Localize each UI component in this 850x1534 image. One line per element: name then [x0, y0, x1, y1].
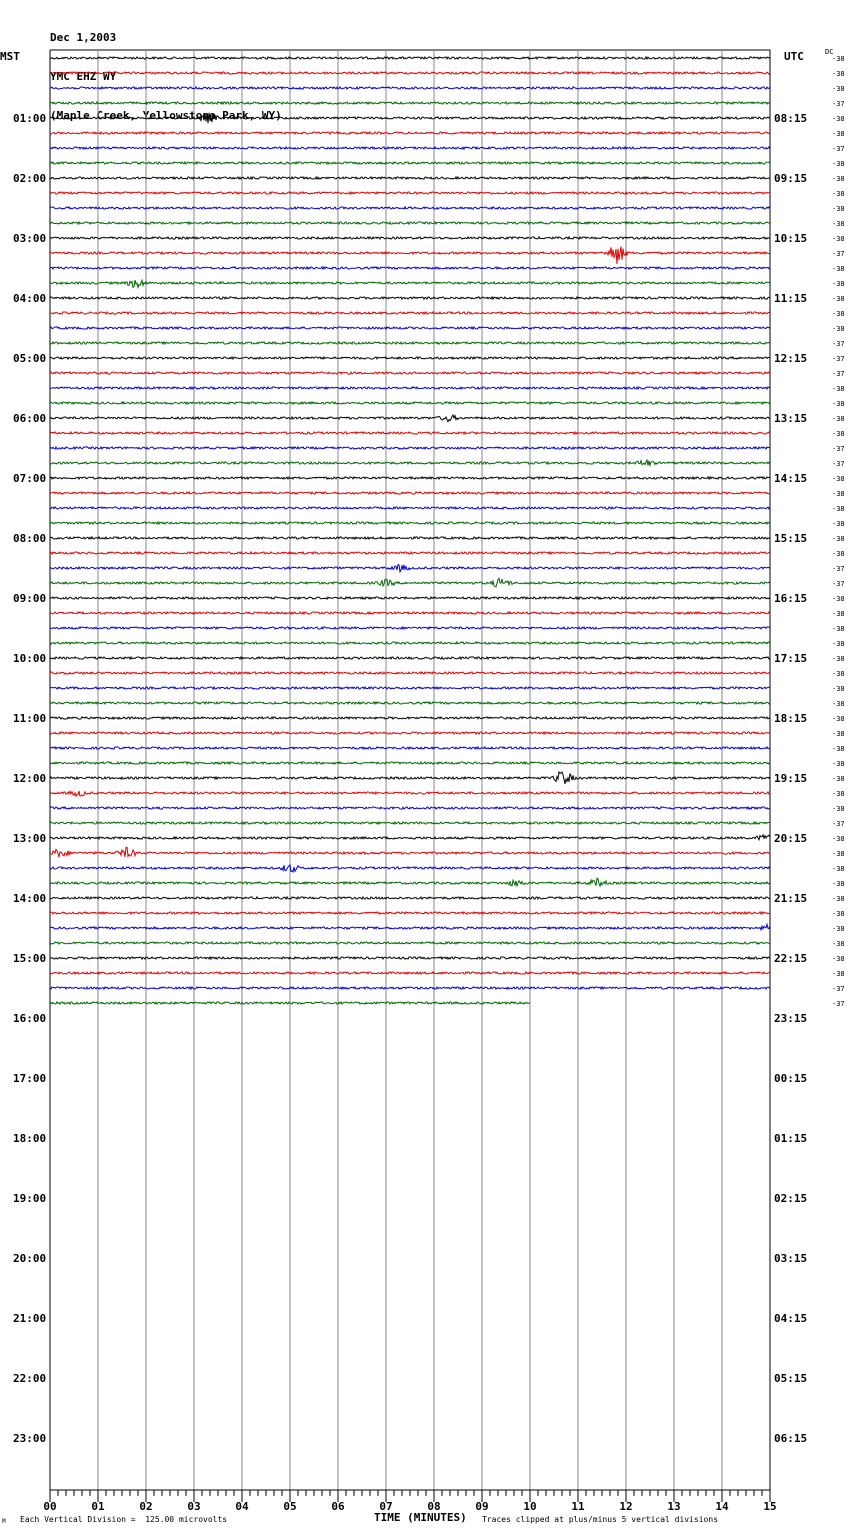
mst-hour-label: 22:00 — [13, 1372, 47, 1385]
trace-line — [50, 432, 770, 434]
dc-offset-value: -37 — [832, 145, 845, 153]
trace-line — [50, 267, 770, 269]
dc-offset-value: -38 — [832, 115, 845, 123]
dc-offset-value: -38 — [832, 205, 845, 213]
mst-hour-label: 23:00 — [13, 1432, 47, 1445]
utc-axis-label: UTC — [784, 50, 804, 63]
dc-offset-value: -38 — [832, 520, 845, 528]
dc-offset-value: -38 — [832, 130, 845, 138]
dc-offset-value: -38 — [832, 910, 845, 918]
dc-offset-value: -37 — [832, 340, 845, 348]
trace-line — [50, 627, 770, 629]
utc-hour-label: 16:15 — [774, 592, 808, 605]
trace-line — [50, 847, 770, 857]
dc-offset-values — [832, 55, 845, 1008]
trace-line — [50, 162, 770, 164]
x-tick-label: 10 — [523, 1500, 537, 1513]
mst-hour-label: 06:00 — [13, 412, 47, 425]
trace-line — [50, 897, 770, 899]
trace-line — [50, 522, 770, 524]
utc-hour-label: 01:15 — [774, 1132, 808, 1145]
utc-hour-label: 08:15 — [774, 112, 808, 125]
dc-offset-value: -37 — [832, 370, 845, 378]
dc-offset-value: -38 — [832, 385, 845, 393]
trace-line — [50, 807, 770, 809]
utc-hour-label: 13:15 — [774, 412, 808, 425]
mst-hour-label: 04:00 — [13, 292, 47, 305]
utc-hour-labels — [774, 112, 807, 1445]
trace-line — [50, 702, 770, 704]
trace-line — [50, 387, 770, 389]
trace-line — [50, 565, 770, 572]
dc-offset-value: -38 — [832, 625, 845, 633]
trace-line — [50, 372, 770, 374]
utc-hour-label: 15:15 — [774, 532, 808, 545]
dc-offset-value: -38 — [832, 610, 845, 618]
trace-line — [50, 72, 770, 74]
utc-hour-label: 06:15 — [774, 1432, 808, 1445]
mst-hour-label: 16:00 — [13, 1012, 47, 1025]
dc-offset-value: -38 — [832, 730, 845, 738]
dc-offset-value: -37 — [832, 820, 845, 828]
trace-line — [50, 237, 770, 239]
utc-hour-label: 18:15 — [774, 712, 808, 725]
mst-hour-label: 14:00 — [13, 892, 47, 905]
mst-hour-label: 08:00 — [13, 532, 47, 545]
dc-offset-value: -38 — [832, 880, 845, 888]
dc-offset-value: -38 — [832, 640, 845, 648]
station-location: (Maple Creek, Yellowstone Park, WY) — [50, 109, 282, 122]
dc-offset-value: -38 — [832, 55, 845, 63]
dc-offset-value: -37 — [832, 355, 845, 363]
dc-offset-value: -38 — [832, 655, 845, 663]
trace-line — [50, 717, 770, 719]
utc-hour-label: 03:15 — [774, 1252, 808, 1265]
x-tick-label: 11 — [571, 1500, 585, 1513]
dc-offset-value: -38 — [832, 400, 845, 408]
trace-line — [50, 297, 770, 299]
utc-hour-label: 17:15 — [774, 652, 808, 665]
utc-hour-label: 11:15 — [774, 292, 808, 305]
dc-offset-value: -38 — [832, 955, 845, 963]
dc-offset-value: -38 — [832, 895, 845, 903]
seismic-traces — [50, 57, 770, 1004]
mst-hour-label: 05:00 — [13, 352, 47, 365]
x-tick-label: 06 — [331, 1500, 345, 1513]
x-tick-label: 13 — [667, 1500, 681, 1513]
dc-offset-value: -38 — [832, 775, 845, 783]
trace-line — [50, 447, 770, 449]
dc-offset-value: -38 — [832, 715, 845, 723]
x-tick-label: 00 — [43, 1500, 57, 1513]
trace-line — [50, 357, 770, 359]
minute-gridlines — [50, 50, 770, 1490]
trace-line — [50, 87, 770, 89]
trace-line — [50, 822, 770, 824]
x-tick-label: 02 — [139, 1500, 153, 1513]
utc-hour-label: 02:15 — [774, 1192, 808, 1205]
trace-line — [50, 132, 770, 134]
trace-line — [50, 924, 770, 930]
x-tick-label: 03 — [187, 1500, 201, 1513]
x-tick-label: 15 — [763, 1500, 777, 1513]
x-tick-label: 14 — [715, 1500, 729, 1513]
dc-offset-value: -38 — [832, 865, 845, 873]
trace-line — [50, 578, 770, 587]
dc-offset-value: -38 — [832, 790, 845, 798]
trace-line — [50, 477, 770, 479]
trace-line — [50, 57, 770, 59]
dc-offset-value: -38 — [832, 700, 845, 708]
dc-offset-value: -38 — [832, 550, 845, 558]
mst-hour-label: 03:00 — [13, 232, 47, 245]
dc-offset-value: -38 — [832, 415, 845, 423]
time-axis — [43, 1490, 776, 1513]
station-name: YMC EHZ WY — [50, 70, 117, 83]
x-tick-label: 04 — [235, 1500, 249, 1513]
corner-mark: M — [2, 1518, 6, 1525]
utc-hour-label: 23:15 — [774, 1012, 808, 1025]
dc-offset-label: DC — [825, 48, 834, 56]
dc-offset-value: -38 — [832, 595, 845, 603]
dc-offset-value: -37 — [832, 460, 845, 468]
mst-hour-label: 10:00 — [13, 652, 47, 665]
trace-line — [50, 912, 770, 914]
utc-hour-label: 21:15 — [774, 892, 808, 905]
clip-note: Traces clipped at plus/minus 5 vertical divisions — [482, 1515, 719, 1524]
dc-offset-value: -38 — [832, 235, 845, 243]
trace-line — [50, 402, 770, 404]
dc-offset-value: -38 — [832, 160, 845, 168]
dc-offset-value: -38 — [832, 85, 845, 93]
trace-line — [50, 942, 770, 944]
dc-offset-value: -38 — [832, 940, 845, 948]
x-tick-label: 08 — [427, 1500, 441, 1513]
mst-hour-label: 21:00 — [13, 1312, 47, 1325]
trace-line — [50, 207, 770, 209]
trace-line — [50, 865, 770, 872]
dc-offset-value: -38 — [832, 190, 845, 198]
dc-offset-value: -37 — [832, 1000, 845, 1008]
trace-line — [50, 102, 770, 104]
dc-offset-value: -38 — [832, 175, 845, 183]
x-tick-label: 01 — [91, 1500, 105, 1513]
dc-offset-value: -38 — [832, 760, 845, 768]
dc-offset-value: -38 — [832, 970, 845, 978]
dc-offset-value: -38 — [832, 805, 845, 813]
trace-line — [50, 552, 770, 554]
trace-line — [50, 835, 770, 840]
utc-hour-label: 00:15 — [774, 1072, 808, 1085]
dc-offset-value: -38 — [832, 430, 845, 438]
trace-line — [50, 460, 770, 465]
mst-hour-label: 17:00 — [13, 1072, 47, 1085]
dc-offset-value: -38 — [832, 490, 845, 498]
dc-offset-value: -38 — [832, 280, 845, 288]
trace-line — [50, 280, 770, 287]
dc-offset-value: -38 — [832, 310, 845, 318]
trace-line — [50, 747, 770, 749]
trace-line — [50, 147, 770, 149]
mst-hour-label: 01:00 — [13, 112, 47, 125]
mst-hour-label: 19:00 — [13, 1192, 47, 1205]
mst-hour-label: 20:00 — [13, 1252, 47, 1265]
trace-line — [50, 537, 770, 539]
dc-offset-value: -37 — [832, 985, 845, 993]
trace-line — [50, 507, 770, 509]
dc-offset-value: -37 — [832, 100, 845, 108]
trace-line — [50, 415, 770, 422]
utc-hour-label: 20:15 — [774, 832, 808, 845]
dc-offset-value: -38 — [832, 70, 845, 78]
mst-hour-labels — [13, 112, 46, 1445]
utc-hour-label: 05:15 — [774, 1372, 808, 1385]
trace-line — [50, 113, 770, 124]
x-tick-label: 09 — [475, 1500, 489, 1513]
mst-hour-label: 11:00 — [13, 712, 47, 725]
scale-note: Each Vertical Division = 125.00 microvolts — [20, 1515, 228, 1524]
mst-hour-label: 18:00 — [13, 1132, 47, 1145]
dc-offset-value: -38 — [832, 835, 845, 843]
trace-line — [50, 772, 770, 784]
dc-offset-value: -38 — [832, 475, 845, 483]
trace-line — [50, 192, 770, 194]
trace-line — [50, 177, 770, 179]
trace-line — [50, 247, 770, 264]
trace-line — [50, 687, 770, 689]
record-date: Dec 1,2003 — [50, 31, 117, 44]
dc-offset-value: -38 — [832, 850, 845, 858]
dc-offset-value: -38 — [832, 670, 845, 678]
dc-offset-value: -38 — [832, 745, 845, 753]
mst-hour-label: 13:00 — [13, 832, 47, 845]
dc-offset-value: -37 — [832, 250, 845, 258]
dc-offset-value: -38 — [832, 925, 845, 933]
trace-line — [50, 957, 770, 959]
utc-hour-label: 12:15 — [774, 352, 808, 365]
mst-hour-label: 07:00 — [13, 472, 47, 485]
utc-hour-label: 14:15 — [774, 472, 808, 485]
utc-hour-label: 19:15 — [774, 772, 808, 785]
dc-offset-value: -38 — [832, 505, 845, 513]
dc-offset-value: -38 — [832, 535, 845, 543]
x-tick-label: 05 — [283, 1500, 297, 1513]
mst-hour-label: 02:00 — [13, 172, 47, 185]
mst-hour-label: 12:00 — [13, 772, 47, 785]
x-axis-title: TIME (MINUTES) — [374, 1511, 467, 1524]
dc-offset-value: -38 — [832, 265, 845, 273]
trace-line — [50, 597, 770, 599]
x-tick-label: 07 — [379, 1500, 393, 1513]
trace-line — [50, 987, 770, 989]
utc-hour-label: 10:15 — [774, 232, 808, 245]
utc-hour-label: 22:15 — [774, 952, 808, 965]
x-tick-label: 12 — [619, 1500, 633, 1513]
trace-line — [50, 762, 770, 764]
trace-line — [50, 612, 770, 614]
dc-offset-value: -38 — [832, 220, 845, 228]
trace-line — [50, 492, 770, 494]
dc-offset-value: -38 — [832, 325, 845, 333]
trace-line — [50, 732, 770, 734]
mst-hour-label: 15:00 — [13, 952, 47, 965]
utc-hour-label: 04:15 — [774, 1312, 808, 1325]
dc-offset-value: -37 — [832, 565, 845, 573]
dc-offset-value: -37 — [832, 580, 845, 588]
mst-axis-label: MST — [0, 50, 20, 63]
trace-line — [50, 342, 770, 344]
trace-line — [50, 672, 770, 674]
dc-offset-value: -38 — [832, 295, 845, 303]
utc-hour-label: 09:15 — [774, 172, 808, 185]
trace-line — [50, 878, 770, 886]
dc-offset-value: -38 — [832, 685, 845, 693]
trace-line — [50, 972, 770, 974]
trace-line — [50, 657, 770, 659]
trace-line — [50, 791, 770, 796]
trace-line — [50, 327, 770, 329]
trace-line — [50, 642, 770, 644]
mst-hour-label: 09:00 — [13, 592, 47, 605]
trace-line — [50, 222, 770, 224]
trace-line — [50, 312, 770, 314]
dc-offset-value: -37 — [832, 445, 845, 453]
